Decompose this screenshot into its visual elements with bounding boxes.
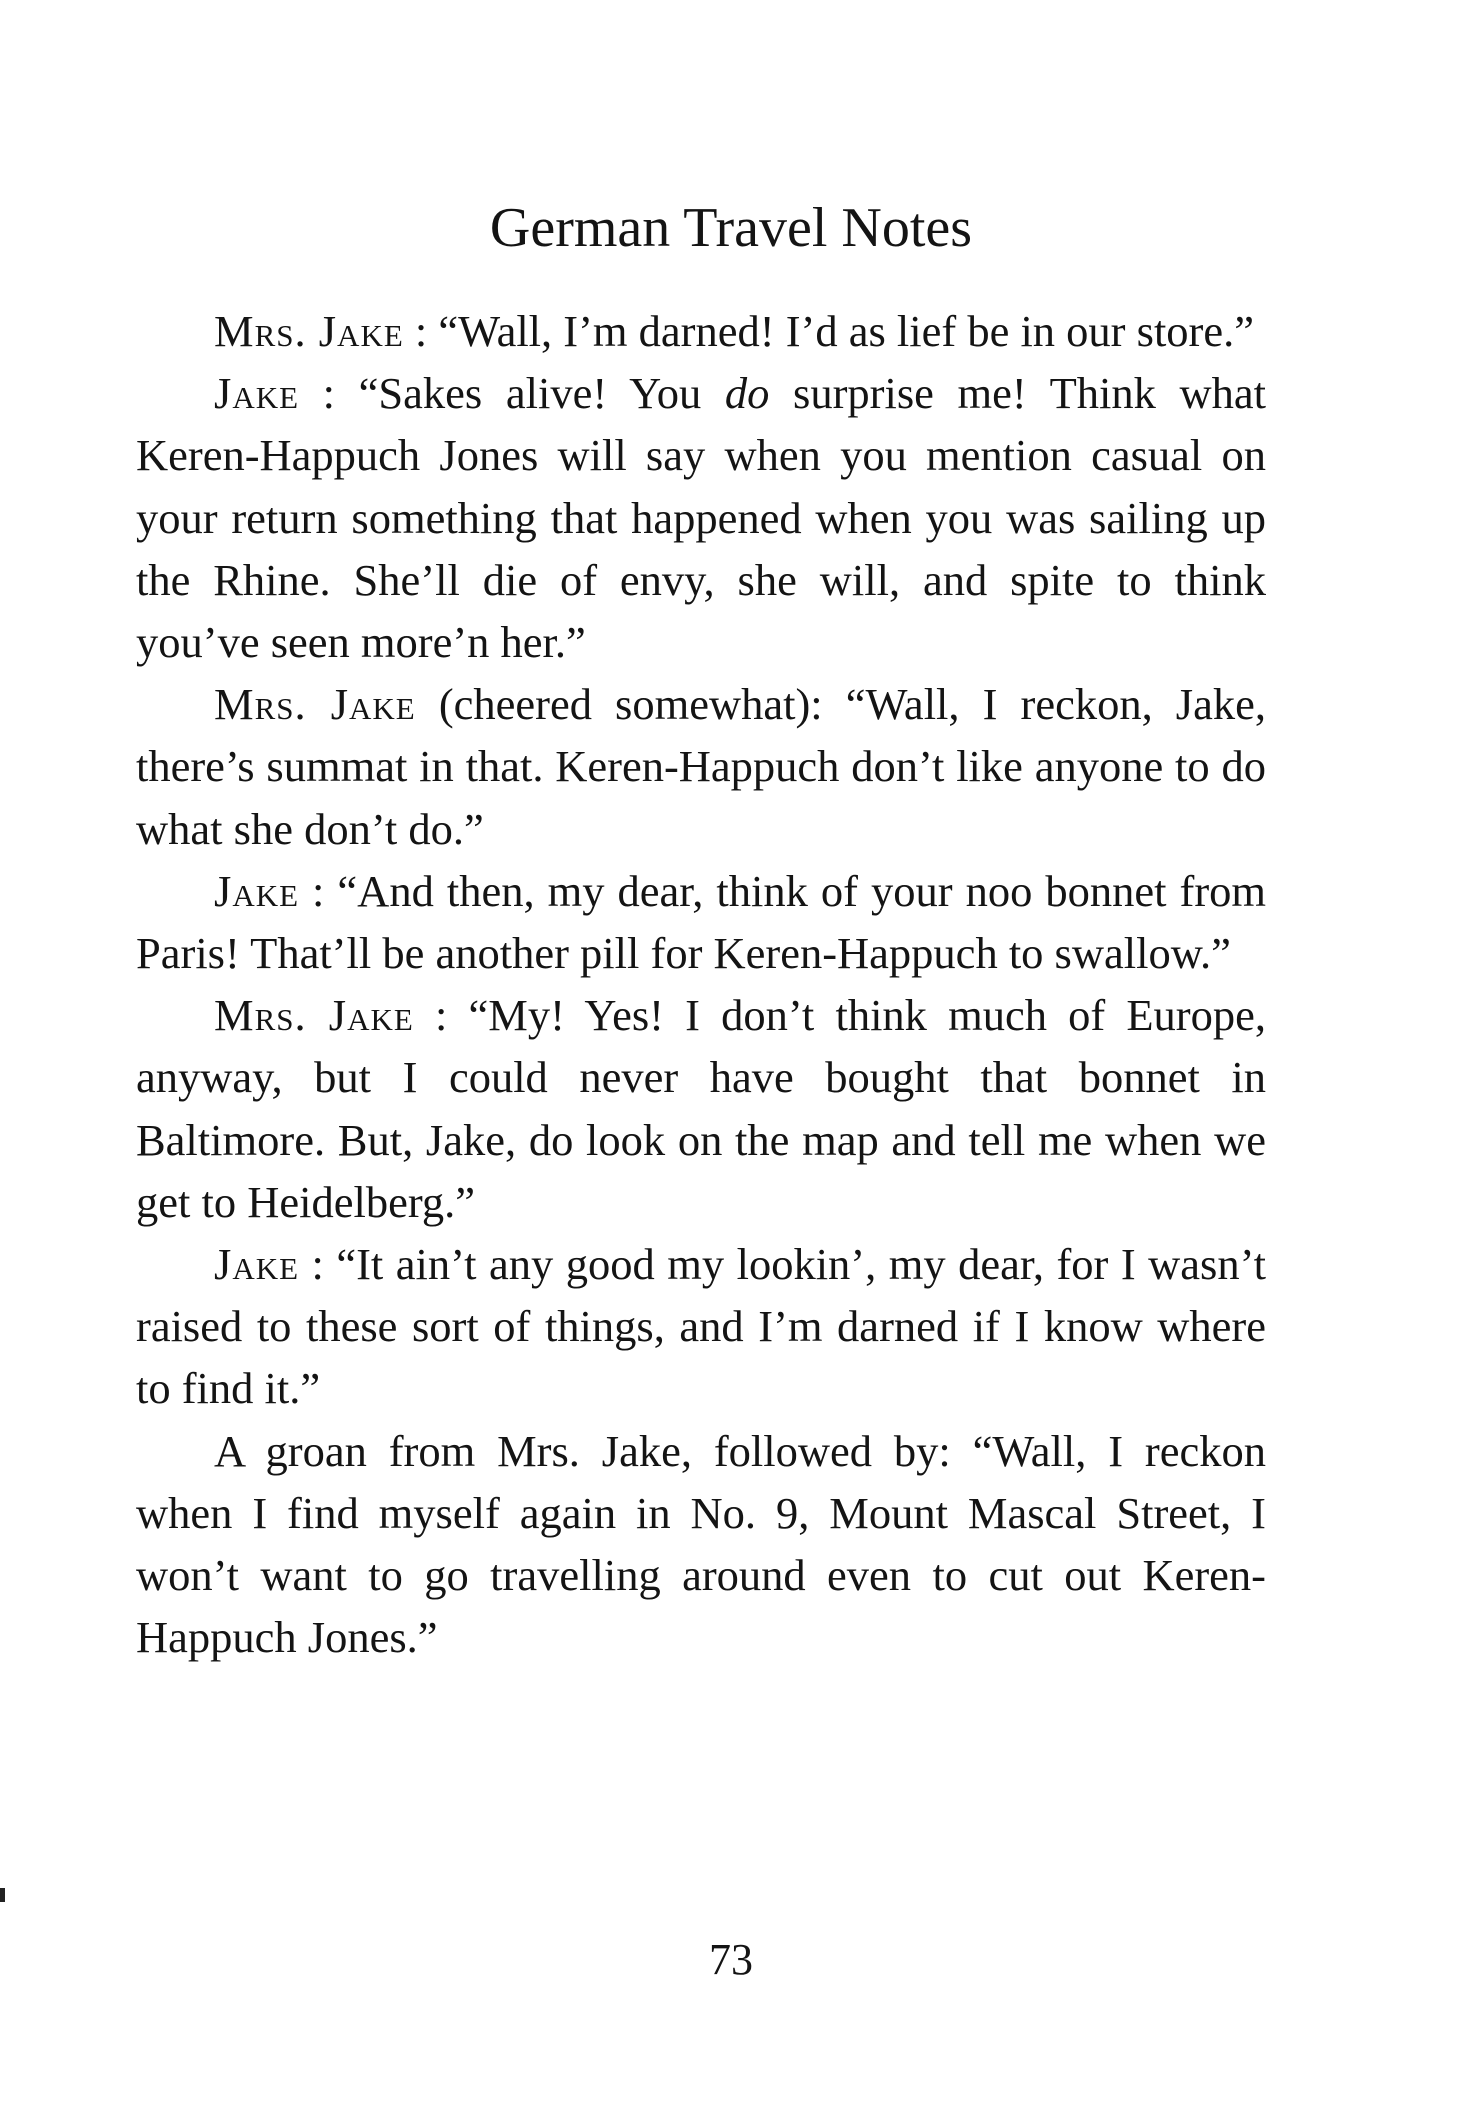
margin-mark — [0, 1888, 5, 1902]
speaker-name: Jake — [214, 1239, 300, 1290]
paragraph-4 — [136, 860, 1266, 984]
speaker-name: Mrs. Jake — [214, 990, 414, 1041]
paragraph-1 — [136, 300, 1266, 362]
speaker-name: Jake — [214, 865, 300, 916]
running-head: German Travel Notes — [489, 197, 973, 259]
speaker-name: Jake — [214, 368, 300, 419]
paragraph-2 — [136, 362, 1266, 673]
dialogue-text: : “Sakes alive! You — [299, 368, 725, 419]
paragraph-6 — [136, 1233, 1266, 1420]
narrative-text: A groan from Mrs. Jake, followed by: “Wall, I reckon when I find myself again in No. 9, Mount Mascal Street, I won’t want to go travelling around even to cut out Keren-Happuch Jones.” — [136, 1425, 1266, 1663]
paragraph-3 — [136, 673, 1266, 860]
dialogue-text: : “It ain’t any good my lookin’, my dear, for I wasn’t raised to these sort of things, and I’m darned if I know where to find it.” — [136, 1239, 1266, 1414]
dialogue-text: : “And then, my dear, think of your noo bonnet from Paris! That’ll be another pill for Keren-Happuch to swallow.” — [136, 865, 1266, 979]
dialogue-text: surprise me! Think what Keren-Happuch Jones will say when you mention casual on your return something that happened when you was sailing up the Rhine. She’ll die of envy, she will, and spite to think you’ve seen more’n her.” — [136, 368, 1266, 668]
paragraph-7 — [136, 1420, 1266, 1669]
dialogue-text: : “Wall, I’m darned! I’d as lief be in our store.” — [403, 306, 1255, 356]
body-text — [136, 300, 1266, 1668]
dialogue-text: : “My! Yes! I don’t think much of Europe, anyway, but I could never have bought that bonnet in Baltimore. But, Jake, do look on the map and tell me when we get to Heidelberg.” — [136, 990, 1267, 1227]
page-number: 73 — [709, 1935, 753, 1984]
emphasis-text: do — [724, 368, 770, 419]
speaker-name: Mrs. Jake — [214, 679, 416, 730]
paragraph-5 — [136, 984, 1266, 1233]
speaker-name: Mrs. Jake — [214, 306, 404, 356]
dialogue-text: (cheered somewhat): “Wall, I reckon, Jake, there’s summat in that. Keren-Happuch don’t like anyone to do what she don’t do.” — [136, 679, 1267, 854]
